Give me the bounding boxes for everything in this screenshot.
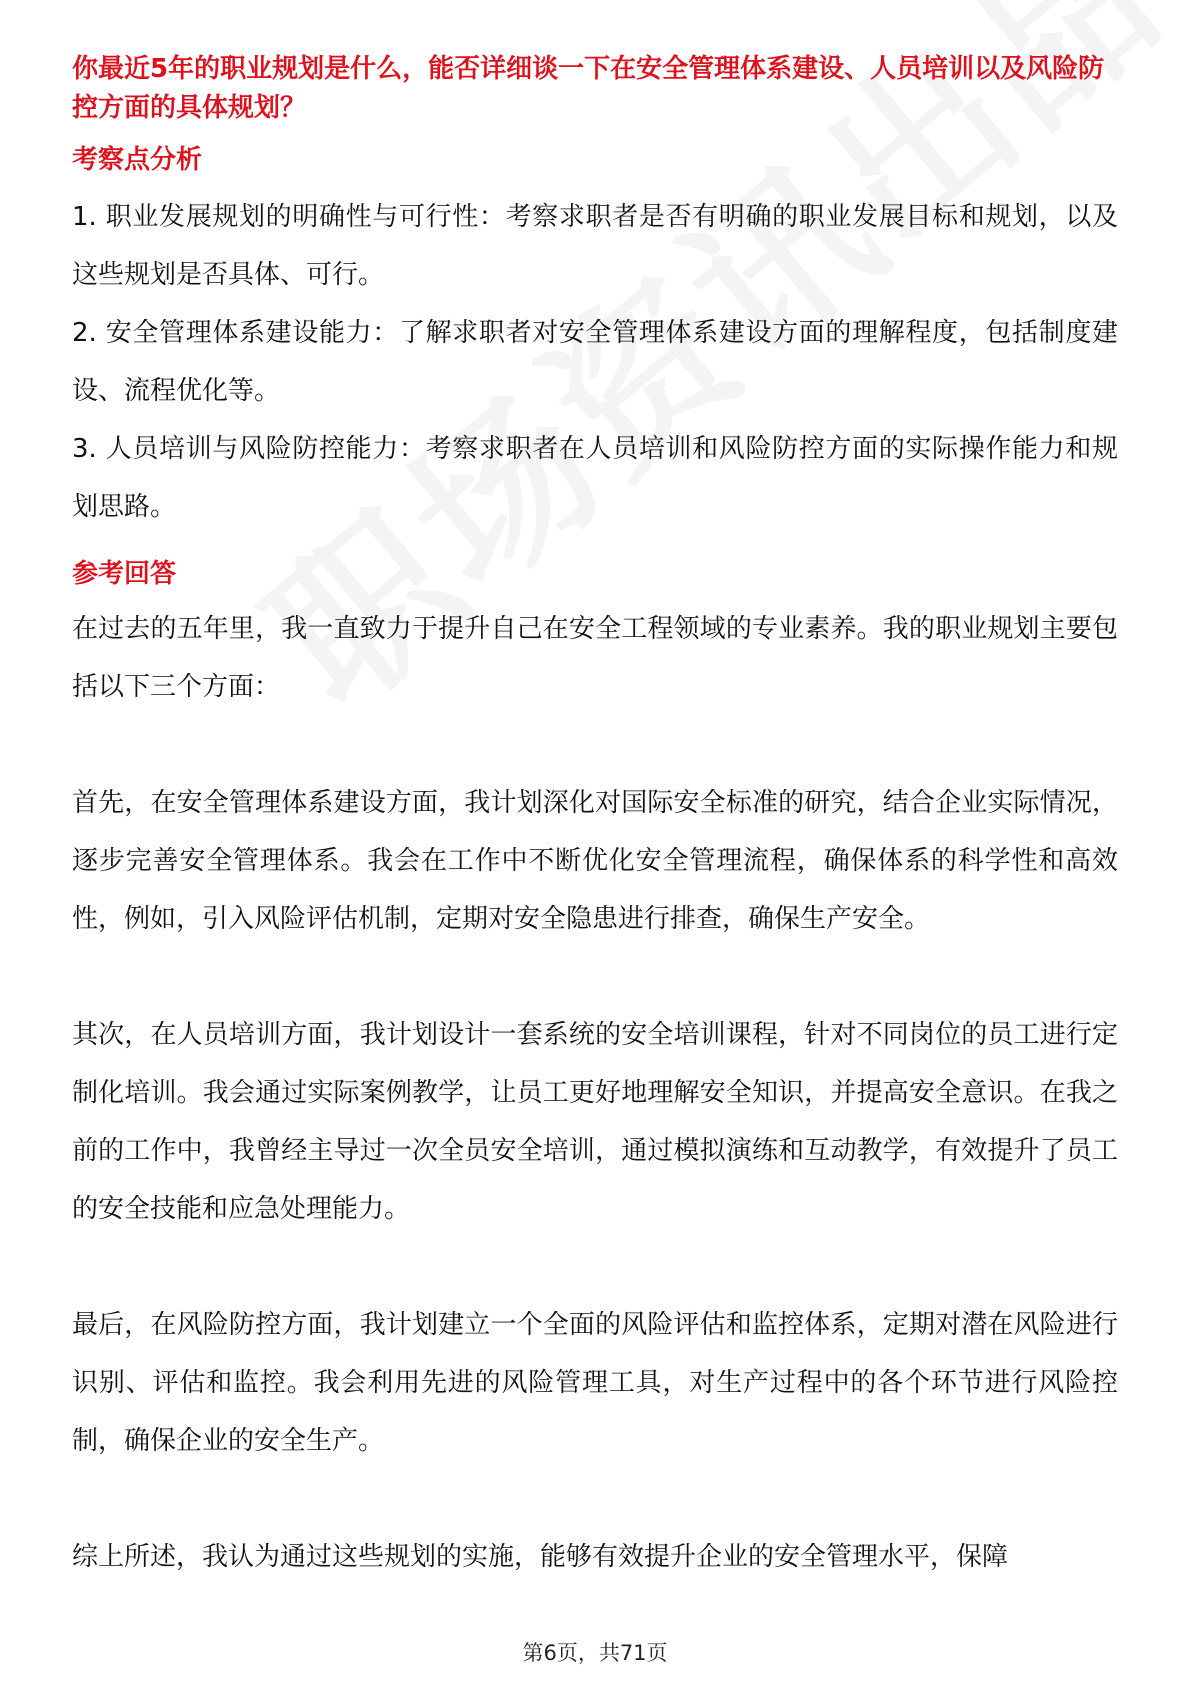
analysis-heading: 考察点分析 <box>72 145 203 175</box>
analysis-item: 1. 职业发展规划的明确性与可行性：考察求职者是否有明确的职业发展目标和规划，以及这些规划是否具体、可行。 <box>72 202 1118 290</box>
answer-paragraph: 首先，在安全管理体系建设方面，我计划深化对国际安全标准的研究，结合企业实际情况，逐步完善安全管理体系。我会在工作中不断优化安全管理流程，确保体系的科学性和高效性，例如，引入风险评估机制，定期对安全隐患进行排查，确保生产安全。 <box>72 788 1118 934</box>
page-number: 第6页，共71页 <box>522 1641 668 1665</box>
analysis-list <box>72 188 1118 536</box>
answer-heading: 参考回答 <box>72 559 177 589</box>
question-title: 你最近5年的职业规划是什么，能否详细谈一下在安全管理体系建设、人员培训以及风险防控方面的具体规划？ <box>72 54 1105 123</box>
page-content <box>72 50 1118 1586</box>
paragraph-spacer <box>72 948 1118 1006</box>
paragraph-spacer <box>72 716 1118 774</box>
answer-paragraph: 在过去的五年里，我一直致力于提升自己在安全工程领域的专业素养。我的职业规划主要包括以下三个方面： <box>72 614 1118 702</box>
analysis-item: 2. 安全管理体系建设能力：了解求职者对安全管理体系建设方面的理解程度，包括制度建设、流程优化等。 <box>72 318 1118 406</box>
paragraph-spacer <box>72 1238 1118 1296</box>
answer-paragraph: 综上所述，我认为通过这些规划的实施，能够有效提升企业的安全管理水平，保障 <box>72 1542 1009 1572</box>
paragraph-spacer <box>72 1470 1118 1528</box>
answer-body <box>72 600 1118 1586</box>
answer-paragraph: 其次，在人员培训方面，我计划设计一套系统的安全培训课程，针对不同岗位的员工进行定制化培训。我会通过实际案例教学，让员工更好地理解安全知识，并提高安全意识。在我之前的工作中，我曾经主导过一次全员安全培训，通过模拟演练和互动教学，有效提升了员工的安全技能和应急处理能力。 <box>72 1020 1118 1224</box>
answer-paragraph: 最后，在风险防控方面，我计划建立一个全面的风险评估和监控体系，定期对潜在风险进行识别、评估和监控。我会利用先进的风险管理工具，对生产过程中的各个环节进行风险控制，确保企业的安全生产。 <box>72 1310 1118 1456</box>
analysis-item: 3. 人员培训与风险防控能力：考察求职者在人员培训和风险防控方面的实际操作能力和规划思路。 <box>72 434 1118 522</box>
